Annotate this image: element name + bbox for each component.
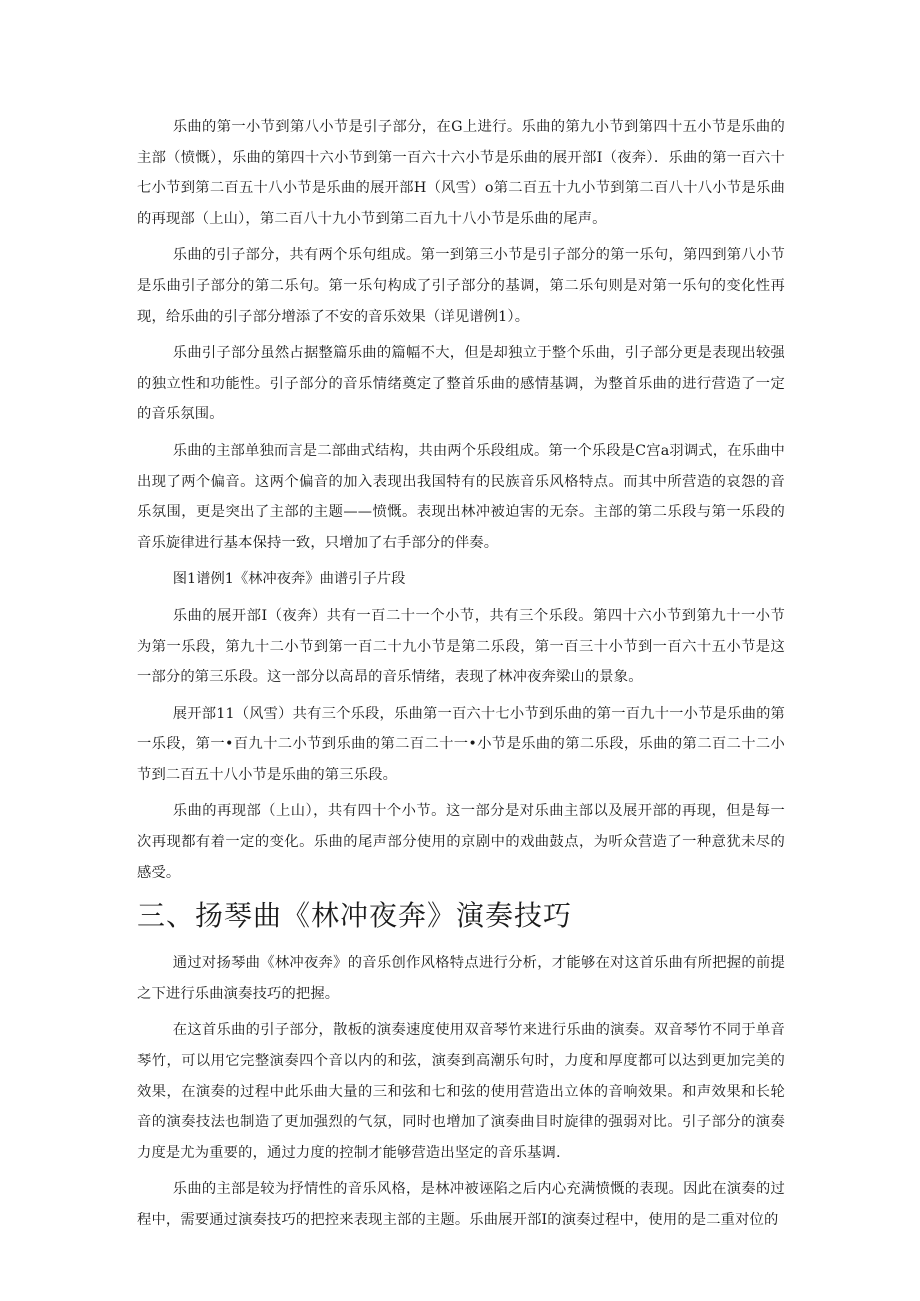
paragraph-technique-intro: 通过对扬琴曲《林冲夜奔》的音乐创作风格特点进行分析，才能够在对这首乐曲有所把握的前提之下进行乐曲演奏技巧的把握。	[137, 955, 785, 1002]
paragraph-technique-main-section: 乐曲的主部是较为抒情性的音乐风格，是林冲被诬陷之后内心充满愤慨的表现。因此在演奏的过程中，需要通过演奏技巧的把控来表现主部的主题。乐曲展开部I的演奏过程中，使用的是二重对位的	[137, 1181, 785, 1228]
paragraph-main-section: 乐曲的主部单独而言是二部曲式结构，共由两个乐段组成。第一个乐段是C宫a羽调式，在乐曲中出现了两个偏音。这两个偏音的加入表现出我国特有的民族音乐风格特点。而其中所营造的哀怨的音乐氛围，更是突出了主部的主题——愤慨。表现出林冲被迫害的无奈。主部的第二乐段与第一乐段的音乐旋律进行基本保持一致，只增加了右手部分的伴奏。	[137, 442, 785, 551]
figure-caption: 图1谱例1《林冲夜奔》曲谱引子片段	[172, 571, 406, 588]
paragraph-development-one: 乐曲的展开部I（夜奔）共有一百二十一个小节，共有三个乐段。第四十六小节到第九十一小节为第一乐段，第九十二小节到第一百二十九小节是第二乐段，第一百三十小节到一百六十五小节是这一部分的第三乐段。这一部分以高昂的音乐情绪，表现了林冲夜奔梁山的景象。	[137, 607, 785, 686]
paragraph-introduction-phrases: 乐曲的引子部分，共有两个乐句组成。第一到第三小节是引子部分的第一乐句，第四到第八小节是乐曲引子部分的第二乐句。第一乐句构成了引子部分的基调，第二乐句则是对第一乐句的变化性再现，给乐曲的引子部分增添了不安的音乐效果（详见谱例1）。	[137, 247, 785, 325]
paragraph-development-two: 展开部11（风雪）共有三个乐段，乐曲第一百六十七小节到乐曲的第一百九十一小节是乐曲的第一乐段，第一•百九十二小节到乐曲的第二百二十一•小节是乐曲的第二乐段，乐曲的第二百二十二小节到二百五十八小节是乐曲的第三乐段。	[137, 705, 785, 783]
paragraph-introduction-function: 乐曲引子部分虽然占据整篇乐曲的篇幅不大，但是却独立于整个乐曲，引子部分更是表现出较强的独立性和功能性。引子部分的音乐情绪奠定了整首乐曲的感情基调，为整首乐曲的进行营造了一定的音乐氛围。	[137, 345, 785, 423]
paragraph-technique-introduction-section: 在这首乐曲的引子部分，散板的演奏速度使用双音琴竹来进行乐曲的演奏。双音琴竹不同于单音琴竹，可以用它完整演奏四个音以内的和弦，演奏到高潮乐句时，力度和厚度都可以达到更加完美的效果，在演奏的过程中此乐曲大量的三和弦和七和弦的使用营造出立体的音响效果。和声效果和长轮音的演奏技法也制造了更加强烈的气氛，同时也增加了演奏曲目时旋律的强弱对比。引子部分的演奏力度是尤为重要的，通过力度的控制才能够营造出坚定的音乐基调.	[137, 1022, 785, 1161]
paragraph-structure-overview: 乐曲的第一小节到第八小节是引子部分，在G上进行。乐曲的第九小节到第四十五小节是乐曲的主部（愤慨），乐曲的第四十六小节到第一百六十六小节是乐曲的展开部I（夜奔）．乐曲的第一百六十七小节到第二百五十八小节是乐曲的展开部H（风雪）o第二百五十九小节到第二百八十八小节是乐曲的再现部（上山），第二百八十九小节到第二百九十八小节是乐曲的尾声。	[137, 119, 785, 227]
paragraph-recapitulation: 乐曲的再现部（上山），共有四十个小节。这一部分是对乐曲主部以及展开部的再现，但是每一次再现都有着一定的变化。乐曲的尾声部分使用的京剧中的戏曲鼓点，为听众营造了一种意犹未尽的感受。	[137, 803, 785, 881]
document-page	[137, 112, 785, 1242]
section-heading: 三、扬琴曲《林冲夜奔》演奏技巧	[137, 899, 573, 933]
